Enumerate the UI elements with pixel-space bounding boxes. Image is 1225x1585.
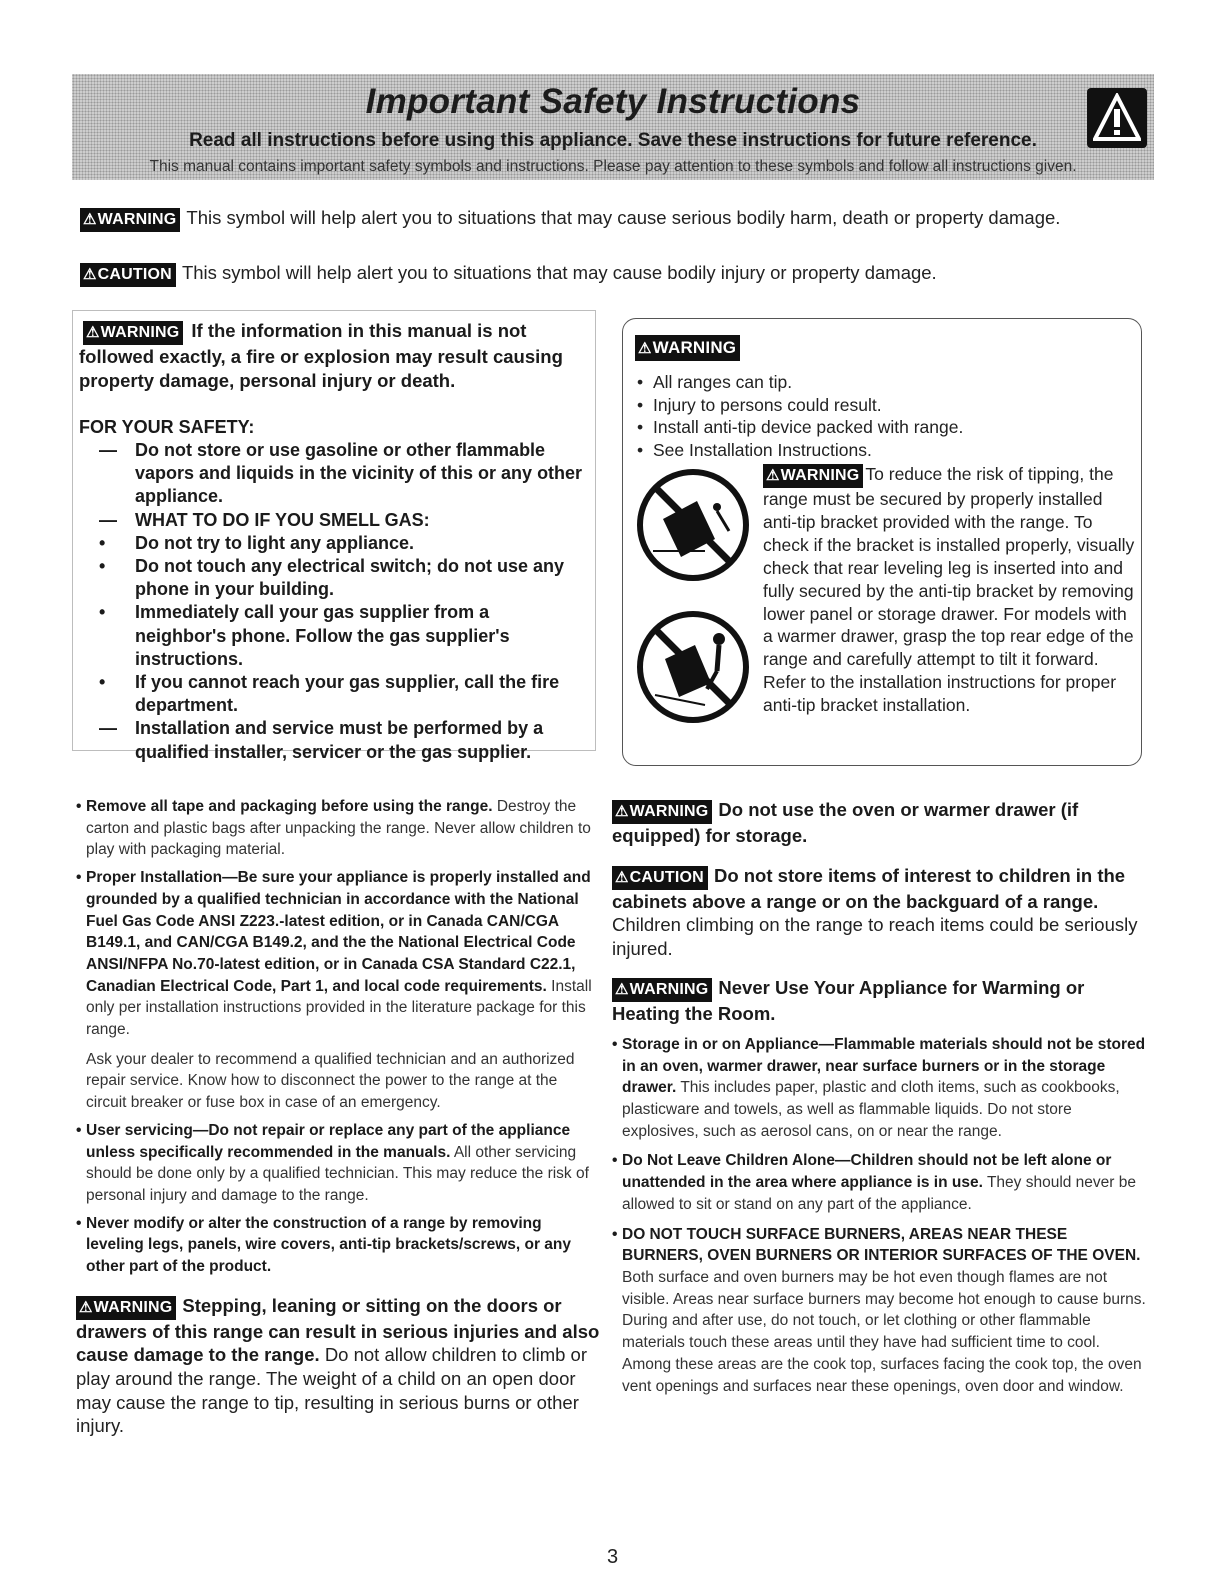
- warning-definition: ⚠WARNING This symbol will help alert you to situations that may cause serious bodily harm, death or property damage.: [80, 207, 1060, 232]
- installation-instruction: • Proper Installation—Be sure your appliance is properly installed and grounded by a qualified technician in accordance with the National Fuel Gas Code ANSI Z223.-latest edition, or in Canada CAN/CGA B149.1, and CAN/CGA B149.2, and the the National Electrical Code ANSI/NFPA No.70-latest edition, or in Canada CSA Standard C22.1, Canadian Electrical Code, Part 1, and local code requirements. Install only per installation instructions provided in the literature package for this range.: [76, 867, 600, 1041]
- for-your-safety-heading: FOR YOUR SAFETY:: [79, 417, 255, 437]
- page-title: Important Safety Instructions: [365, 82, 861, 121]
- caution-badge: ⚠CAUTION: [612, 866, 708, 890]
- page-number: 3: [606, 1546, 619, 1568]
- packaging-instruction: • Remove all tape and packaging before using the range. Destroy the carton and plastic bags after unpacking the range. Never allow children to play with packaging material.: [76, 796, 600, 861]
- list-item: • Immediately call your gas supplier from a neighbor's phone. Follow the gas supplier's instructions.: [99, 602, 510, 669]
- safety-header-banner: [72, 74, 1154, 180]
- list-item: • All ranges can tip.: [635, 371, 1127, 394]
- anti-tip-warning-box: [622, 318, 1142, 766]
- dealer-instruction: Ask your dealer to recommend a qualified technician and an authorized repair service. Know how to disconnect the power to the range at the circuit breaker or fuse box in case of an emergency.: [86, 1050, 575, 1112]
- modification-instruction: • Never modify or alter the construction of a range by removing leveling legs, panels, wire covers, anti-tip brackets/screws, or any other part of the product.: [76, 1213, 600, 1278]
- warning-badge: ⚠WARNING: [612, 978, 712, 1002]
- warning-badge: ⚠WARNING: [83, 321, 183, 345]
- alert-triangle-icon: ⚠: [79, 1298, 93, 1316]
- warning-badge: ⚠WARNING: [612, 800, 712, 824]
- list-item: • Injury to persons could result.: [635, 394, 1127, 417]
- caution-badge: ⚠CAUTION: [80, 263, 176, 287]
- range-tipping-icon: [635, 467, 751, 583]
- alert-triangle-icon: ⚠: [83, 266, 97, 283]
- flammable-storage-instruction: • Storage in or on Appliance—Flammable materials should not be stored in an oven, warmer drawer, near surface burners or in the storage drawer. This includes paper, plastic and cloth items, such as cookbooks, plasticware and towels, as well as flammable liquids. Do not store explosives, such as aerosol cans, on or near the range.: [612, 1034, 1152, 1143]
- warning-badge: ⚠WARNING: [635, 335, 740, 361]
- warning-badge: ⚠WARNING: [763, 464, 863, 488]
- alert-triangle-icon: ⚠: [83, 211, 97, 228]
- user-servicing-instruction: • User servicing—Do not repair or replace any part of the appliance unless specifically recommended in the manuals. All other servicing should be done only by a qualified technician. This may reduce the risk of personal injury and damage to the range.: [76, 1120, 600, 1207]
- warning-badge: ⚠WARNING: [76, 1296, 176, 1320]
- list-item: — WHAT TO DO IF YOU SMELL GAS:: [99, 509, 430, 530]
- alert-triangle-icon: ⚠: [766, 467, 780, 484]
- children-alone-instruction: • Do Not Leave Children Alone—Children should not be left alone or unattended in the area where appliance is in use. They should never be allowed to sit or stand on any part of the appliance.: [612, 1150, 1152, 1215]
- child-on-door-icon: [635, 609, 751, 725]
- gas-safety-list: [79, 439, 585, 764]
- alert-triangle-icon: ⚠: [86, 324, 100, 341]
- stepping-warning: ⚠WARNING Stepping, leaning or sitting on the doors or drawers of this range can result in serious injuries and also cause damage to the range. Do not allow children to climb or play around the range. The weight of a child on an open door may cause the range to tip, resulting in serious burns or other injury.: [76, 1294, 600, 1437]
- storage-warning: ⚠WARNING Do not use the oven or warmer drawer (if equipped) for storage.: [612, 799, 1079, 846]
- list-item: — Do not store or use gasoline or other flammable vapors and liquids in the vicinity of this or any other appliance.: [99, 440, 583, 507]
- alert-triangle-icon: ⚠: [615, 868, 629, 886]
- warning-triangle-icon: [1087, 88, 1147, 148]
- alert-triangle-icon: ⚠: [638, 340, 652, 357]
- gas-warning-box: [72, 310, 596, 762]
- right-column: [612, 798, 1152, 1397]
- warning-badge: ⚠WARNING: [80, 208, 180, 232]
- header-subtitle: Read all instructions before using this appliance. Save these instructions for future reference.: [189, 130, 1037, 151]
- anti-tip-instructions: ⚠WARNING To reduce the risk of tipping, the range must be secured by properly installed anti-tip bracket provided with the range. To check if the bracket is installed properly, visually check that rear leveling leg is inserted into and fully secured by the anti-tip bracket by removing lower panel or storage drawer. For models with a warmer drawer, grasp the top rear edge of the range and carefully attempt to tilt it forward. Refer to the installation instructions for proper anti-tip bracket installation.: [763, 464, 1135, 716]
- alert-triangle-icon: ⚠: [615, 981, 629, 999]
- left-column: [76, 796, 600, 1438]
- list-item: • Install anti-tip device packed with range.: [635, 416, 1127, 439]
- list-item: • If you cannot reach your gas supplier, call the fire department.: [99, 672, 560, 716]
- gas-warning-lead: ⚠WARNING If the information in this manual is not followed exactly, a fire or explosion may result causing property damage, personal injury or death.: [79, 320, 563, 391]
- children-caution: ⚠CAUTION Do not store items of interest to children in the cabinets above a range or on the backguard of a range. Children climbing on the range to reach items could be seriously injured.: [612, 864, 1138, 959]
- anti-tip-bullet-list: [635, 371, 1127, 461]
- room-heating-warning: ⚠WARNING Never Use Your Appliance for Warming or Heating the Room.: [612, 977, 1085, 1025]
- caution-definition: ⚠CAUTION This symbol will help alert you to situations that may cause bodily injury or property damage.: [80, 262, 937, 287]
- header-note: This manual contains important safety symbols and instructions. Please pay attention to these symbols and follow all instructions given.: [149, 158, 1077, 175]
- list-item: — Installation and service must be performed by a qualified installer, servicer or the gas supplier.: [99, 718, 544, 762]
- list-item: • Do not try to light any appliance.: [99, 532, 415, 553]
- list-item: • Do not touch any electrical switch; do not use any phone in your building.: [99, 556, 565, 600]
- alert-triangle-icon: ⚠: [615, 803, 629, 820]
- hot-surfaces-instruction: • DO NOT TOUCH SURFACE BURNERS, AREAS NEAR THESE BURNERS, OVEN BURNERS OR INTERIOR SURFACES OF THE OVEN. Both surface and oven burners may be hot even though flames are not visible. Areas near surface burners may become hot enough to cause burns. During and after use, do not touch, or let clothing or other flammable materials touch these areas until they have had sufficient time to cool. Among these areas are the cook top, surfaces facing the cook top, the oven vent openings and surfaces near these openings, oven door and window.: [612, 1224, 1152, 1398]
- list-item: • See Installation Instructions.: [635, 439, 1127, 462]
